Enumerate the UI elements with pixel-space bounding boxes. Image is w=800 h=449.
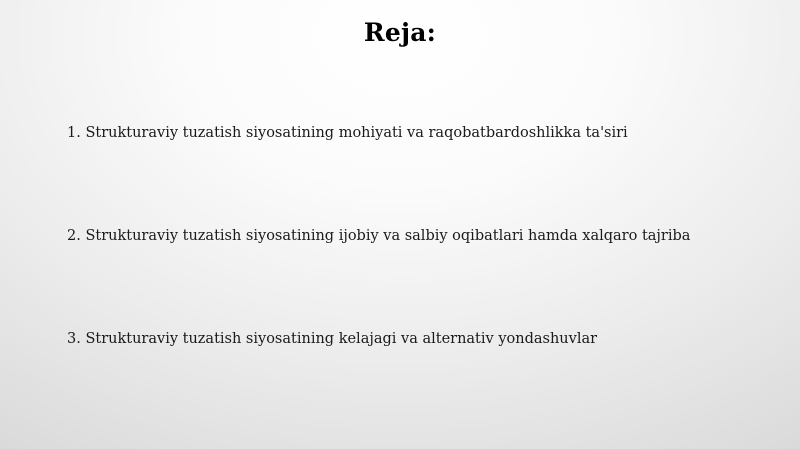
- agenda-item-3: 3. Strukturaviy tuzatish siyosatining kelajagi va alternativ yondashuvlar: [67, 331, 598, 347]
- agenda-item-2: 2. Strukturaviy tuzatish siyosatining ijobiy va salbiy oqibatlari hamda xalqaro tajriba: [67, 228, 691, 244]
- slide-title: Reja:: [363, 18, 437, 47]
- agenda-item-1: 1. Strukturaviy tuzatish siyosatining mohiyati va raqobatbardoshlikka ta'siri: [67, 125, 628, 141]
